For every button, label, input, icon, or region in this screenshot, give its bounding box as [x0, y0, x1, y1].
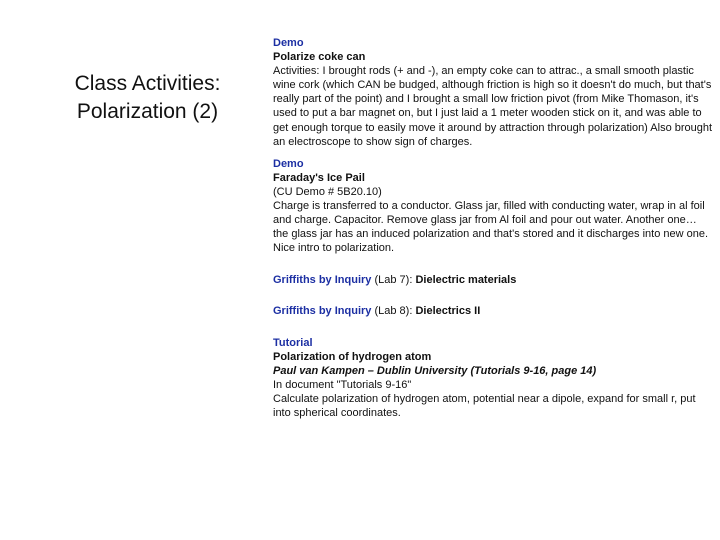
lab8-line: [273, 304, 713, 318]
slide-title: Class Activities: Polarization (2): [74, 72, 221, 123]
demo-description: Charge is transferred to a conductor. Glass jar, filled with conducting water, wrap in al foil and charge. Capacitor. Remove glass jar from Al foil and pour out water. Another one… the glass jar has an induced polarization and that's stored and it discharges into new one. Nice intro to polarization.: [273, 200, 709, 255]
demo-title: Faraday's Ice Pail: [273, 171, 365, 184]
demo-tag: Demo: [273, 37, 304, 49]
lab-number: (Lab 8):: [374, 304, 413, 317]
lab-topic: Dielectric materials: [415, 274, 517, 287]
tutorial-title: Polarization of hydrogen atom: [273, 350, 432, 363]
griffiths-link[interactable]: Griffiths by Inquiry: [273, 274, 372, 287]
demo-coke-can-section: [273, 36, 713, 149]
tutorial-source: Paul van Kampen – Dublin University (Tutorials 9-16, page 14): [273, 364, 597, 377]
tutorial-document: In document "Tutorials 9-16": [273, 378, 412, 391]
demo-description: Activities: I brought rods (+ and -), an empty coke can to attrac., a small smooth plastic wine cork (which CAN be budged, although friction is high so it doesn't do much, but that's really part of the point) and I brought a small low friction pivot (from Mike Thomason, it's used to put a bar magnet on, but I just laid a 1 meter wooden stick on it, and was able to get enough torque to easily move it around by attraction through polarization) Also brought an electroscope to show sign of charges.: [273, 65, 713, 148]
lab-number: (Lab 7):: [374, 274, 413, 287]
lab7-line: [273, 273, 713, 287]
tutorial-description: Calculate polarization of hydrogen atom, potential near a dipole, expand for small r, put into spherical coordinates.: [273, 392, 696, 420]
tutorial-section: [273, 336, 713, 421]
demo-title: Polarize coke can: [273, 51, 366, 64]
demo-reference: (CU Demo # 5B20.10): [273, 185, 382, 198]
lab-topic: Dielectrics II: [415, 304, 481, 317]
griffiths-link[interactable]: Griffiths by Inquiry: [273, 304, 372, 317]
demo-tag: Demo: [273, 157, 304, 170]
tutorial-tag: Tutorial: [273, 336, 313, 349]
demo-ice-pail-section: [273, 157, 713, 256]
content-column: [273, 36, 713, 420]
